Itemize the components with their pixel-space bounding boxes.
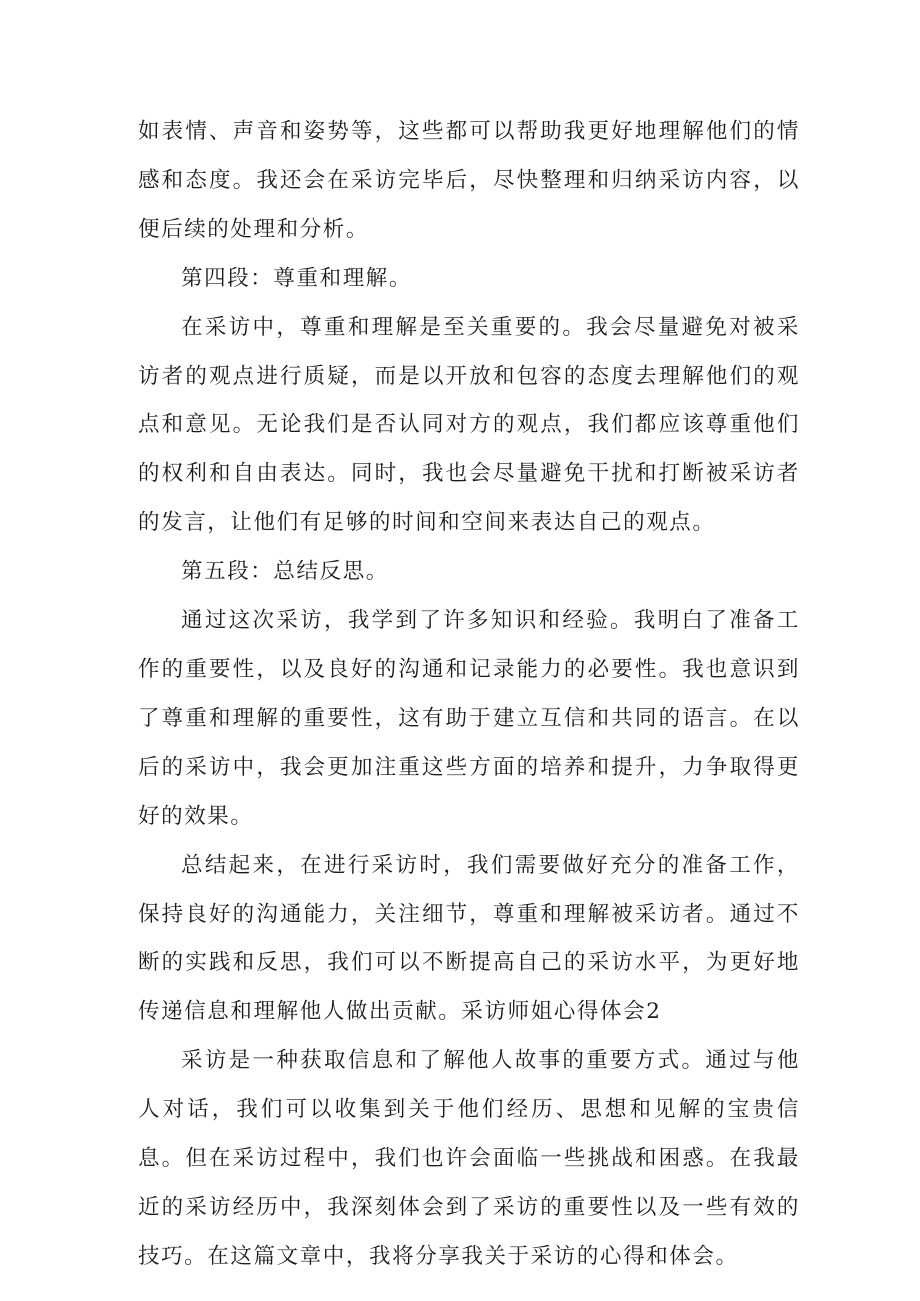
paragraph-intro-2: 采访是一种获取信息和了解他人故事的重要方式。通过与他人对话，我们可以收集到关于他们经历、思想和见解的宝贵信息。但在采访过程中，我们也许会面临一些挑战和困惑。在我最近的采访经历中，我深刻体会到了采访的重要性以及一些有效的技巧。在这篇文章中，我将分享我关于采访的心得和体会。	[138, 1048, 800, 1269]
paragraph-continuation: 如表情、声音和姿势等，这些都可以帮助我更好地理解他们的情感和态度。我还会在采访完毕后，尽快整理和归纳采访内容，以便后续的处理和分析。	[138, 119, 800, 242]
document-body	[138, 108, 800, 1282]
paragraph-summary: 总结起来，在进行采访时，我们需要做好充分的准备工作，保持良好的沟通能力，关注细节，尊重和理解被采访者。通过不断的实践和反思，我们可以不断提高自己的采访水平，为更好地传递信息和理解他人做出贡献。采访师姐心得体会2	[138, 852, 800, 1025]
section-heading-4: 第四段：尊重和理解。	[181, 265, 413, 291]
paragraph-reflection: 通过这次采访，我学到了许多知识和经验。我明白了准备工作的重要性，以及良好的沟通和记录能力的必要性。我也意识到了尊重和理解的重要性，这有助于建立互信和共同的语言。在以后的采访中，我会更加注重这些方面的培养和提升，力争取得更好的效果。	[138, 608, 800, 829]
paragraph-respect: 在采访中，尊重和理解是至关重要的。我会尽量避免对被采访者的观点进行质疑，而是以开放和包容的态度去理解他们的观点和意见。无论我们是否认同对方的观点，我们都应该尊重他们的权利和自由表达。同时，我也会尽量避免干扰和打断被采访者的发言，让他们有足够的时间和空间来表达自己的观点。	[138, 314, 800, 536]
section-heading-5: 第五段：总结反思。	[181, 559, 389, 585]
